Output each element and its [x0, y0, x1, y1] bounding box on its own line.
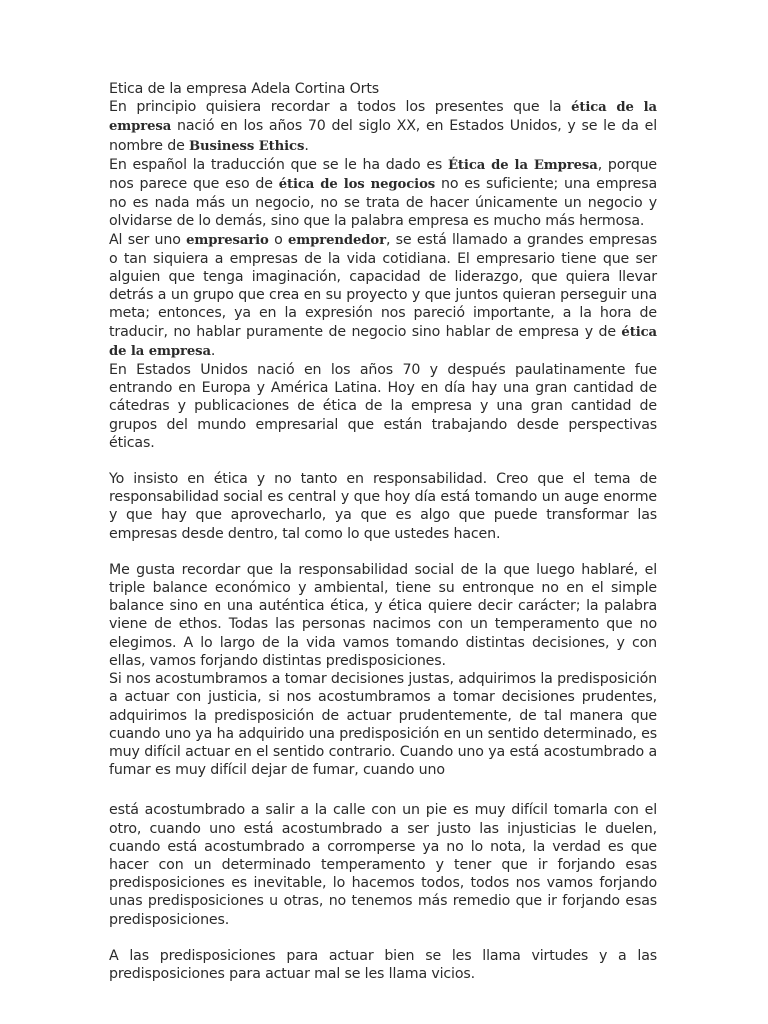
paragraph-2-text-3: no es suficiente; una empresa no es nada más un negocio, no se trata de hacer únicamente un negocio y olvidarse de lo demás, sino que la palabra empresa es mucho más hermosa. — [109, 176, 657, 230]
paragraph-1-bold-business-ethics: Business Ethics — [189, 138, 305, 154]
paragraph-6: Me gusta recordar que la responsabilidad social de la que luego hablaré, el triple balance económico y ambiental, tiene su entronque no en el simple balance sino en una auténtica ética, y ética quiere decir carácter; la palabra viene de ethos. Todas las personas nacimos con un temperamento que no elegimos. A lo largo de la vida vamos tomando distintas decisiones, y con ellas, vamos forjando distintas predisposiciones. — [109, 561, 657, 669]
paragraph-2-text-2: , porque nos parece que eso de — [109, 156, 657, 193]
paragraph-3-text-2: o — [268, 231, 288, 248]
paragraph-3-bold-emprendedor: emprendedor — [288, 232, 386, 248]
paragraph-2-text-1: En español la traducción que se le ha dado es — [109, 156, 448, 173]
paragraph-spacer — [109, 452, 657, 470]
paragraph-3-text-1: Al ser uno — [109, 231, 187, 248]
paragraph-9: A las predisposiciones para actuar bien se les llama virtudes y a las predisposiciones para actuar mal se les llama vicios. — [109, 947, 657, 982]
paragraph-2-bold-etica-empresa: Ética de la Empresa — [447, 157, 598, 173]
paragraph-3-text-4: . — [210, 342, 216, 359]
paragraph-3-bold-etica-empresa: ética de la empresa — [109, 324, 657, 359]
paragraph-2-bold-etica-negocios: ética de los negocios — [278, 177, 436, 193]
page-break-spacer — [109, 779, 657, 801]
paragraph-spacer — [109, 929, 657, 947]
paragraph-spacer — [109, 543, 657, 561]
paragraph-3 — [109, 231, 657, 361]
paragraph-8: está acostumbrado a salir a la calle con un pie es muy difícil tomarla con el otro, cuando uno está acostumbrado a ser justo las injusticias le duelen, cuando está acostumbrado a corromperse ya no lo nota, la verdad es que hacer con un determinado temperamento y tener que ir forjando esas predisposiciones es inevitable, lo hacemos todos, todos nos vamos forjando unas predisposiciones u otras, no tenemos más remedio que ir forjando esas predisposiciones. — [109, 802, 657, 928]
paragraph-2 — [109, 156, 657, 231]
document-title: Etica de la empresa Adela Cortina Orts — [109, 81, 379, 97]
paragraph-5: Yo insisto en ética y no tanto en responsabilidad. Creo que el tema de responsabilidad social es central y que hoy día está tomando un auge enorme y que hay que aprovecharlo, ya que es algo que puede transformar las empresas desde dentro, tal como lo que ustedes hacen. — [109, 471, 657, 542]
paragraph-1-text-1: En principio quisiera recordar a todos los presentes que la — [109, 99, 572, 116]
paragraph-7: Si nos acostumbramos a tomar decisiones justas, adquirimos la predisposición a actuar con justicia, si nos acostumbramos a tomar decisiones prudentes, adquirimos la predisposición de actuar prudentemente, de tal manera que cuando uno ya ha adquirido una predisposición en un sentido determinado, es muy difícil actuar en el sentido contrario. Cuando uno ya está acostumbrado a fumar es muy difícil dejar de fumar, cuando uno — [109, 671, 657, 779]
paragraph-3-bold-empresario: empresario — [186, 232, 269, 248]
paragraph-1-text-2: nació en los años 70 del siglo XX, en Estados Unidos, y se le da el nombre de — [109, 118, 657, 154]
paragraph-4: En Estados Unidos nació en los años 70 y después paulatinamente fue entrando en Europa y América Latina. Hoy en día hay una gran cantidad de cátedras y publicaciones de ética de la empresa y una gran cantidad de grupos del mundo empresarial que están trabajando desde perspectivas éticas. — [109, 362, 657, 451]
paragraph-1-bold-etica-empresa: ética de la empresa — [109, 100, 657, 135]
paragraph-1-text-3: . — [304, 137, 309, 154]
paragraph-1 — [109, 98, 657, 156]
paragraph-3-text-3: , se está llamado a grandes empresas o tan siquiera a empresas de la vida cotidiana. El empresario tiene que ser alguien que tenga imaginación, capacidad de liderazgo, que quiera llevar detrás a un grupo que crea en su proyecto y que juntos quieran perseguir una meta; entonces, ya en la expresión nos pareció importante, a la hora de traducir, no hablar puramente de negocio sino hablar de empresa y de — [109, 231, 657, 340]
